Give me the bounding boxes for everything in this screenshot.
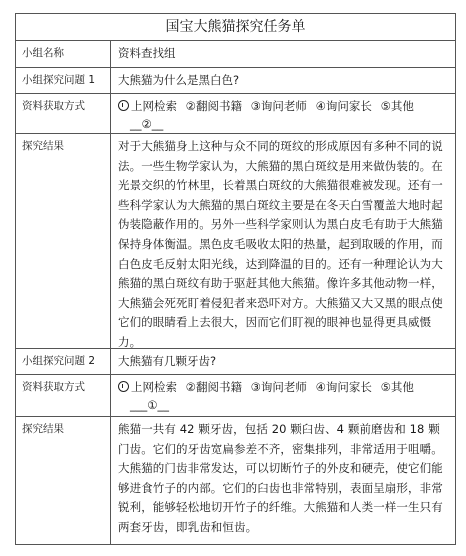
question-1-label: 小组探究问题 1	[16, 68, 111, 93]
result-2-label: 探究结果	[16, 417, 111, 545]
source-1-option-4: ④询问家长	[315, 99, 372, 113]
row-source-1	[16, 94, 455, 134]
question-2-value: 大熊猫有几颗牙齿?	[118, 354, 217, 368]
source-2-answer: ___①__	[130, 398, 170, 412]
result-1-label: 探究结果	[16, 134, 111, 348]
source-1-option-3: ③询问老师	[250, 99, 307, 113]
source-1-option-2: ②翻阅书籍	[185, 99, 242, 113]
question-1-value: 大熊猫为什么是黑白色?	[118, 73, 240, 87]
row-result-2	[16, 417, 455, 545]
source-2-option-5: ⑤其他	[380, 380, 414, 394]
group-name-value: 资料查找组	[118, 46, 176, 60]
source-2-option-1: 上网检索	[131, 380, 177, 394]
group-name-label: 小组名称	[16, 41, 111, 67]
row-question-1	[16, 68, 455, 94]
source-2-option-2: ②翻阅书籍	[185, 380, 242, 394]
source-1-label: 资料获取方式	[16, 94, 111, 133]
source-2-option-4: ④询问家长	[315, 380, 372, 394]
source-1-options	[111, 94, 455, 133]
source-1-answer: __②__	[130, 117, 164, 131]
row-question-2	[16, 349, 455, 375]
result-2-text: 熊猫一共有 42 颗牙齿，包括 20 颗臼齿、4 颗前磨齿和 18 颗门齿。它们的牙齿宽扁参差不齐，密集排列，非常适用于咀嚼。大熊猫的门齿非常发达，可以切断竹子的外皮和硬壳，使它们能够进食竹子的内部。它们的臼齿也非常特别，表面呈扇形，非常锐利，能够轻松地切开竹子的纤维。大熊猫和人类一样一生只有两套牙齿，即乳齿和恒齿。	[118, 422, 443, 534]
circle-one-icon	[118, 100, 129, 111]
task-sheet	[15, 13, 456, 545]
source-2-options	[111, 375, 455, 416]
source-2-option-3: ③询问老师	[250, 380, 307, 394]
row-result-1	[16, 134, 455, 349]
row-source-2	[16, 375, 455, 417]
source-1-option-5: ⑤其他	[380, 99, 414, 113]
sheet-title: 国宝大熊猫探究任务单	[16, 14, 455, 41]
source-1-option-1: 上网检索	[131, 99, 177, 113]
circle-one-icon	[118, 381, 129, 392]
row-group-name	[16, 41, 455, 68]
question-2-label: 小组探究问题 2	[16, 349, 111, 374]
source-2-label: 资料获取方式	[16, 375, 111, 416]
result-1-text: 对于大熊猫身上这种与众不同的斑纹的形成原因有多种不同的说法。一些生物学家认为，大熊猫的黑白斑纹是用来做伪装的。在光景交织的竹林里，长着黑白斑纹的大熊猫很难被发现。还有一些科学家认为大熊猫的黑白斑纹主要是在冬天白雪覆盖大地时起伪装隐蔽作用的。另外一些科学家则认为黑白皮毛有助于大熊猫保持身体衡温。黑色皮毛吸收太阳的热量，起到取暖的作用，而白色皮毛反射太阳光线，达到降温的目的。还有一种理论认为大熊猫的黑白斑纹有助于驱赶其他大熊猫。像许多其他动物一样，大熊猫会死死盯着侵犯者来恐吓对方。大熊猫又大又黑的眼点使它们的眼睛看上去很大，因而它们盯视的眼神也显得更具威慑力。	[118, 139, 443, 348]
